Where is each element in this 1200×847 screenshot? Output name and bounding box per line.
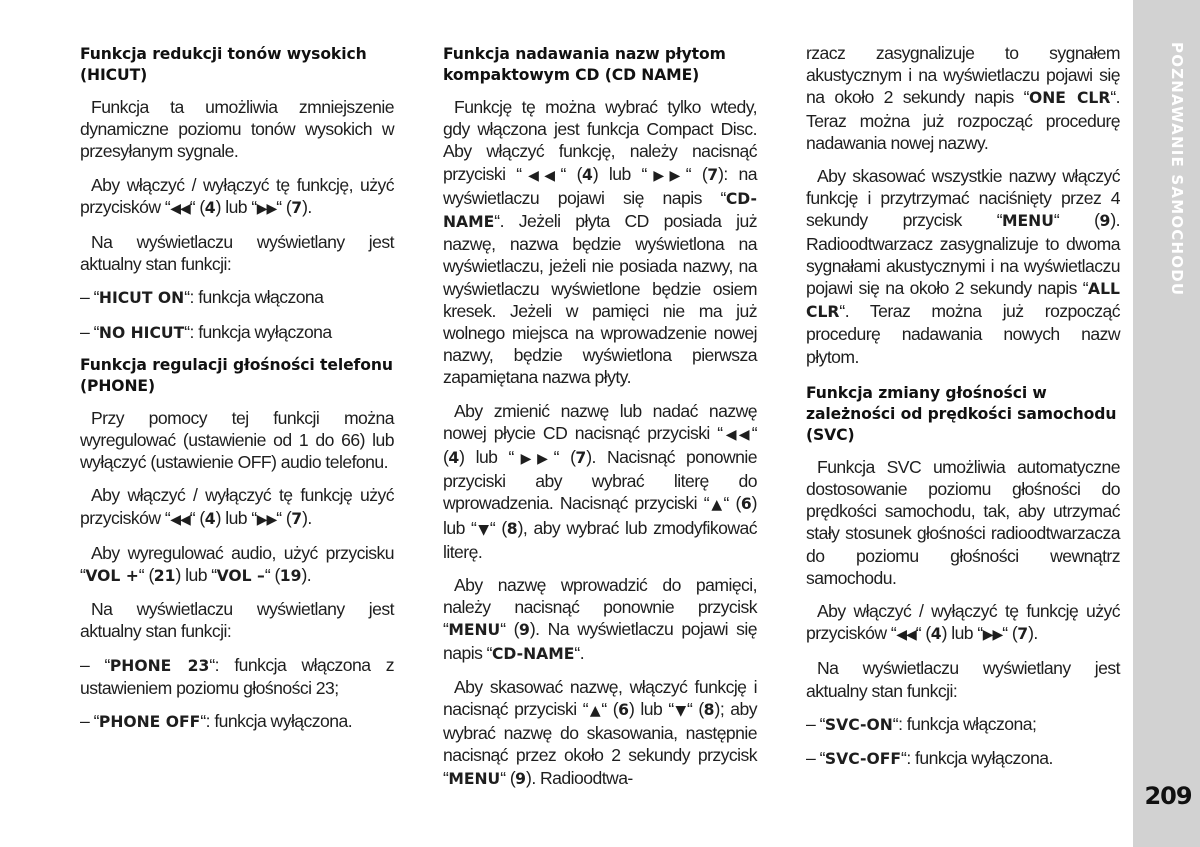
paragraph: Aby nazwę wprowadzić do pamięci, należy nacisnąć ponownie przycisk “MENU“ (9). Na wyświetlaczu pojawi się napis “CD-NAME“.	[443, 575, 757, 663]
section-tab-title: POZNAWANIE SAMOCHODU	[1168, 42, 1186, 297]
paragraph: Funkcja SVC umożliwia automatyczne dostosowanie poziomu głośności do prędkości samochodu, tak, aby utrzymać stały stosunek głośności radioodtwarzacza do poziomu głośności wewnątrz samochodu.	[806, 456, 1120, 588]
list-item: – “SVC-OFF“: funkcja wyłączona.	[806, 748, 1053, 769]
paragraph: Aby włączyć / wyłączyć tę funkcję użyć przycisków “◀◀“ (4) lub “▶▶“ (7).	[806, 601, 1120, 644]
paragraph: Aby skasować nazwę, włączyć funkcję i nacisnąć przyciski “▲“ (6) lub “▼“ (8); aby wybrać nazwę do skasowania, następnie nacisnąć przez około 2 sekundy przycisk “MENU“ (9). Radioodtwa-	[443, 676, 757, 788]
page-number: 209	[1144, 782, 1192, 810]
list-item: – “PHONE 23“: funkcja włączona z ustawieniem poziomu głośności 23;	[80, 654, 394, 698]
paragraph: Aby zmienić nazwę lub nadać nazwę nowej płycie CD nacisnąć przyciski “◀◀“ (4) lub “▶▶“ (7). Nacisnąć ponownie przyciski aby wybrać literę do wprowadzenia. Nacisnąć przyciski “▲“ (6) lub “▼“ (8), aby wybrać lub zmodyfikować literę.	[443, 400, 757, 562]
list-item: – “SVC-ON“: funkcja włączona;	[806, 713, 1037, 734]
fast-forward-icon: ▶▶	[256, 511, 277, 528]
fast-forward-icon: ▶▶	[513, 451, 554, 468]
heading-svc: Funkcja zmiany głośności w zależności od prędkości samochodu (SVC)	[806, 383, 1117, 444]
list-item: – “PHONE OFF“: funkcja wyłączona.	[80, 711, 353, 732]
heading-phone: Funkcja regulacji głośności telefonu (PHONE)	[80, 355, 393, 395]
fast-forward-icon: ▶▶	[256, 200, 277, 217]
paragraph: Aby włączyć / wyłączyć tę funkcję użyć przycisków “◀◀“ (4) lub “▶▶“ (7).	[80, 485, 394, 528]
rewind-icon: ◀◀	[521, 167, 561, 184]
paragraph: Aby wyregulować audio, użyć przycisku “VOL +“ (21) lub “VOL –“ (19).	[80, 542, 394, 586]
heading-hicut: Funkcja redukcji tonów wysokich (HICUT)	[80, 45, 367, 84]
rewind-icon: ◀◀	[722, 426, 752, 443]
paragraph: Aby skasować wszystkie nazwy włączyć funkcję i przytrzymać naciśnięty przez 4 sekundy przycisk “MENU“ (9). Radioodtwarzacz zasygnalizuje to dwoma sygnałami akustycznymi i na wyświetlaczu pojawi się na około 2 sekundy napis “ALL CLR“. Teraz można już rozpocząć procedurę nadawania nowych nazw płytom.	[806, 166, 1120, 367]
list-item: – “HICUT ON“: funkcja włączona	[80, 287, 324, 308]
arrow-down-icon: ▼	[476, 521, 490, 538]
column-2	[443, 44, 757, 801]
list-item: – “NO HICUT“: funkcja wyłączona	[80, 321, 332, 342]
fast-forward-icon: ▶▶	[646, 167, 686, 184]
arrow-up-icon: ▲	[588, 703, 602, 720]
fast-forward-icon: ▶▶	[982, 627, 1003, 644]
paragraph: Przy pomocy tej funkcji można wyregulować (ustawienie od 1 do 66) lub wyłączyć (ustawienie OFF) audio telefonu.	[80, 407, 394, 473]
paragraph: Aby włączyć / wyłączyć tę funkcję, użyć przycisków “◀◀“ (4) lub “▶▶“ (7).	[80, 174, 394, 217]
column-3	[806, 42, 1120, 781]
arrow-up-icon: ▲	[709, 497, 724, 514]
rewind-icon: ◀◀	[170, 511, 190, 528]
paragraph: Na wyświetlaczu wyświetlany jest aktualny stan funkcji:	[806, 658, 1120, 701]
paragraph: Funkcję tę można wybrać tylko wtedy, gdy włączona jest funkcja Compact Disc. Aby włączyć funkcję, należy nacisnąć przyciski “◀◀“ (4) lub “▶▶“ (7): na wyświetlaczu pojawi się napis “CD-NAME“. Jeżeli płyta CD posiada już nazwę, nazwa będzie wyświetlona na wyświetlaczu, jeżeli nie posiada nazwy, na wyświetlaczu wyświetlone będzie osiem kresek. Jeżeli w pamięci nie ma już wolnego miejsca na wprowadzenie nowej nazwy, będzie wyświetlona pierwsza zapamiętana nazwa płyty.	[443, 97, 757, 388]
heading-cd-name: Funkcja nadawania nazw płytom kompaktowym CD (CD NAME)	[443, 45, 726, 84]
rewind-icon: ◀◀	[896, 627, 916, 644]
column-1	[80, 44, 394, 744]
rewind-icon: ◀◀	[170, 200, 190, 217]
paragraph: rzacz zasygnalizuje to sygnałem akustycznym i na wyświetlaczu pojawi się na około 2 sekundy napis “ONE CLR“. Teraz można już rozpocząć procedurę nadawania nowej nazwy.	[806, 43, 1120, 153]
paragraph: Na wyświetlaczu wyświetlany jest aktualny stan funkcji:	[80, 599, 394, 642]
arrow-down-icon: ▼	[673, 703, 687, 720]
paragraph: Na wyświetlaczu wyświetlany jest aktualny stan funkcji:	[80, 232, 394, 275]
paragraph: Funkcja ta umożliwia zmniejszenie dynamiczne poziomu tonów wysokich w przesyłanym sygnale.	[80, 97, 394, 162]
